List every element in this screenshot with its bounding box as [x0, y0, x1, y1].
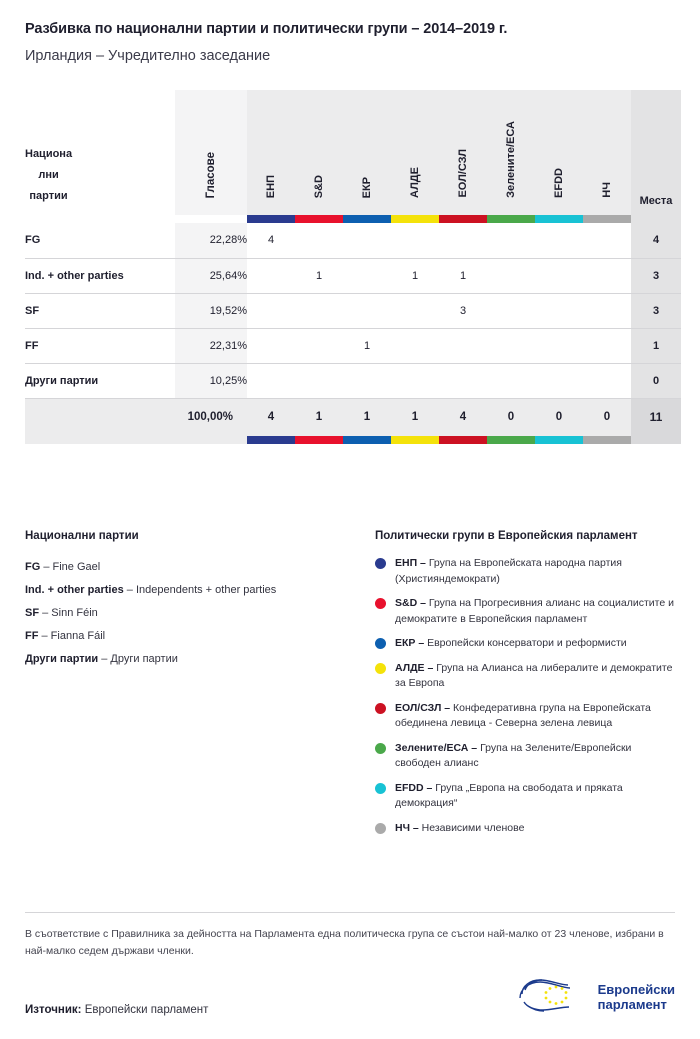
results-table — [25, 90, 681, 444]
group-label-ni: НЧ — [601, 182, 613, 198]
row-seats-epp — [247, 328, 295, 363]
footnote: В съответствие с Правилника за дейността на Парламента една политическа група се състои най-малко от 23 членове, избрани в най-малко седем държави членки. — [25, 912, 675, 960]
row-seats-epp — [247, 293, 295, 328]
group-header-alde — [391, 90, 439, 215]
row-seats-ecr — [343, 363, 391, 398]
row-seats-greens — [487, 328, 535, 363]
row-party-name: Ind. + other parties — [25, 258, 175, 293]
row-seats-epp — [247, 363, 295, 398]
political-group-item — [375, 781, 675, 812]
group-abbr: EFDD – — [395, 781, 436, 794]
row-votes: 10,25% — [175, 363, 247, 398]
seats-header — [631, 90, 681, 215]
row-seats-alde — [391, 328, 439, 363]
group-color-dot-icon — [375, 638, 386, 649]
legend-groups — [375, 530, 675, 845]
total-seats-epp: 4 — [247, 398, 295, 436]
group-full-name: Независими членове — [421, 821, 525, 834]
political-group-item — [375, 596, 675, 627]
row-seats-efdd — [535, 223, 583, 258]
strip-efdd — [535, 215, 583, 223]
group-color-dot-icon — [375, 823, 386, 834]
strip-ecr — [343, 215, 391, 223]
group-header-epp — [247, 90, 295, 215]
row-seats-ecr — [343, 223, 391, 258]
total-seats: 11 — [631, 398, 681, 436]
strip-ni — [583, 215, 631, 223]
row-seats-alde: 1 — [391, 258, 439, 293]
group-abbr: ЕОЛ/СЗЛ – — [395, 701, 453, 714]
row-seats-guengl — [439, 328, 487, 363]
national-party-full: – Други партии — [98, 653, 178, 665]
group-color-dot-icon — [375, 598, 386, 609]
national-party-abbr: SF — [25, 607, 40, 619]
row-seats-guengl — [439, 363, 487, 398]
group-color-strip-bottom — [25, 436, 681, 444]
political-group-item — [375, 636, 675, 652]
row-votes: 19,52% — [175, 293, 247, 328]
group-abbr: АЛДЕ – — [395, 661, 437, 674]
strip-epp — [247, 215, 295, 223]
strip-greens — [487, 215, 535, 223]
strip-bottom-alde — [391, 436, 439, 444]
group-description — [395, 821, 524, 837]
natl-header-line-3: партии — [29, 190, 68, 202]
total-votes: 100,00% — [175, 398, 247, 436]
source-line — [25, 1004, 208, 1016]
group-label-ecr: ЕКР — [361, 176, 373, 198]
row-total-seats: 1 — [631, 328, 681, 363]
row-seats-ni — [583, 293, 631, 328]
table-row — [25, 293, 681, 328]
legend-national-title: Национални партии — [25, 530, 139, 542]
group-description — [395, 596, 675, 627]
strip-sd — [295, 215, 343, 223]
group-label-guengl: ЕОЛ/СЗЛ — [457, 149, 469, 198]
strip-bottom-guengl — [439, 436, 487, 444]
row-seats-sd: 1 — [295, 258, 343, 293]
votes-header — [175, 90, 247, 215]
row-total-seats: 3 — [631, 293, 681, 328]
strip-spacer-seats — [631, 215, 681, 223]
table-body — [25, 223, 681, 444]
row-party-name: FF — [25, 328, 175, 363]
group-label-efdd: EFDD — [553, 168, 565, 198]
row-seats-ni — [583, 258, 631, 293]
row-seats-epp — [247, 258, 295, 293]
group-full-name: Европейски консерватори и реформисти — [427, 637, 627, 649]
row-seats-sd — [295, 223, 343, 258]
national-party-full: – Independents + other parties — [123, 584, 277, 596]
row-total-seats: 4 — [631, 223, 681, 258]
national-party-item — [25, 648, 375, 671]
row-seats-ecr — [343, 293, 391, 328]
total-seats-sd: 1 — [295, 398, 343, 436]
group-full-name: Група на Европейската народна партия (Християндемократи) — [395, 557, 622, 585]
group-header-sd — [295, 90, 343, 215]
row-seats-guengl — [439, 223, 487, 258]
group-color-dot-icon — [375, 783, 386, 794]
row-seats-ni — [583, 328, 631, 363]
source-value: Европейски парламент — [84, 1004, 209, 1016]
row-seats-sd — [295, 328, 343, 363]
group-description — [395, 781, 675, 812]
row-seats-sd — [295, 293, 343, 328]
page-title: Разбивка по национални партии и политически групи – 2014–2019 г. — [25, 21, 508, 37]
group-abbr: ЕНП – — [395, 557, 429, 569]
total-label — [25, 398, 175, 436]
group-label-epp: ЕНП — [265, 174, 277, 198]
row-seats-greens — [487, 293, 535, 328]
row-seats-efdd — [535, 258, 583, 293]
strip-bottom-ni — [583, 436, 631, 444]
total-seats-ni: 0 — [583, 398, 631, 436]
row-seats-alde — [391, 363, 439, 398]
header-row — [25, 90, 681, 215]
group-header-efdd — [535, 90, 583, 215]
group-header-ecr — [343, 90, 391, 215]
national-party-abbr: Други партии — [25, 653, 99, 665]
row-seats-greens — [487, 363, 535, 398]
strip-guengl — [439, 215, 487, 223]
row-party-name: FG — [25, 223, 175, 258]
national-party-full: – Fianna Fáil — [38, 630, 106, 642]
row-seats-epp: 4 — [247, 223, 295, 258]
group-abbr: НЧ – — [395, 821, 422, 834]
group-label-greens: Зелените/ЕСА — [505, 121, 517, 198]
group-header-greens — [487, 90, 535, 215]
strip-bottom-greens — [487, 436, 535, 444]
group-description — [395, 741, 675, 772]
table-row — [25, 223, 681, 258]
european-parliament-logo — [516, 975, 675, 1018]
group-description — [395, 661, 675, 692]
group-full-name: Група на Алианса на либералите и демократите за Европа — [395, 661, 673, 689]
group-color-strip-top — [25, 215, 681, 223]
group-description — [395, 556, 675, 587]
group-full-name: Група на Зелените/Европейски свободен алианс — [395, 741, 632, 769]
row-seats-greens — [487, 223, 535, 258]
total-seats-ecr: 1 — [343, 398, 391, 436]
group-full-name: Група на Прогресивния алианс на социалистите и демократите в Европейския парламент — [395, 597, 674, 625]
natl-header-line-1: Национа — [25, 148, 73, 160]
total-seats-guengl: 4 — [439, 398, 487, 436]
strip-alde — [391, 215, 439, 223]
total-seats-alde: 1 — [391, 398, 439, 436]
group-description — [395, 701, 675, 732]
row-seats-guengl: 3 — [439, 293, 487, 328]
national-party-abbr: FF — [25, 630, 39, 642]
source-label: Източник: — [25, 1004, 82, 1016]
strip-bottom-spacer-votes — [175, 436, 247, 444]
political-group-item — [375, 556, 675, 587]
row-seats-ni — [583, 223, 631, 258]
row-votes: 22,28% — [175, 223, 247, 258]
row-party-name: SF — [25, 293, 175, 328]
row-seats-ecr — [343, 258, 391, 293]
row-seats-guengl: 1 — [439, 258, 487, 293]
group-color-dot-icon — [375, 703, 386, 714]
legend-national — [25, 530, 375, 845]
votes-header-label: Гласове — [205, 151, 217, 198]
row-seats-ecr: 1 — [343, 328, 391, 363]
national-party-item — [25, 579, 375, 602]
political-group-list — [375, 556, 675, 836]
national-parties-header — [25, 90, 175, 215]
group-full-name: Конфедеративна група на Европейската обединена левица - Северна зелена левица — [395, 701, 651, 729]
group-label-alde: АЛДЕ — [409, 167, 421, 198]
group-header-ni — [583, 90, 631, 215]
strip-bottom-epp — [247, 436, 295, 444]
national-party-list — [25, 556, 375, 671]
table-header — [25, 90, 681, 223]
legend — [25, 530, 675, 845]
national-party-item — [25, 625, 375, 648]
table-total-row — [25, 398, 681, 436]
total-seats-efdd: 0 — [535, 398, 583, 436]
row-seats-sd — [295, 363, 343, 398]
political-group-item — [375, 661, 675, 692]
natl-header-line-2: лни — [38, 169, 59, 181]
strip-bottom-spacer-seats — [631, 436, 681, 444]
row-seats-ni — [583, 363, 631, 398]
ep-logo-line2: парламент — [597, 996, 667, 1012]
strip-bottom-sd — [295, 436, 343, 444]
seats-header-label: Места — [639, 195, 673, 207]
national-party-abbr: FG — [25, 561, 41, 573]
strip-spacer-name — [25, 215, 175, 223]
strip-spacer-votes — [175, 215, 247, 223]
row-votes: 22,31% — [175, 328, 247, 363]
row-seats-efdd — [535, 293, 583, 328]
table-row — [25, 363, 681, 398]
row-total-seats: 3 — [631, 258, 681, 293]
row-total-seats: 0 — [631, 363, 681, 398]
group-color-dot-icon — [375, 743, 386, 754]
table-row — [25, 328, 681, 363]
group-full-name: Група „Европа на свободата и пряката демокрация“ — [395, 781, 623, 809]
group-color-dot-icon — [375, 558, 386, 569]
group-abbr: ЕКР – — [395, 637, 428, 649]
row-party-name: Други партии — [25, 363, 175, 398]
ep-logo-line1: Европейски — [597, 981, 675, 997]
group-label-sd: S&D — [313, 174, 325, 198]
national-party-full: – Fine Gael — [40, 561, 101, 573]
row-seats-efdd — [535, 363, 583, 398]
strip-bottom-ecr — [343, 436, 391, 444]
table-row — [25, 258, 681, 293]
row-seats-greens — [487, 258, 535, 293]
political-group-item — [375, 821, 675, 837]
ep-flag-icon — [516, 975, 590, 1018]
row-seats-alde — [391, 223, 439, 258]
group-header-guengl — [439, 90, 487, 215]
results-table-wrapper — [25, 90, 675, 444]
strip-bottom-efdd — [535, 436, 583, 444]
strip-bottom-spacer-name — [25, 436, 175, 444]
group-description — [395, 636, 627, 652]
ep-logo-text — [598, 982, 675, 1012]
national-party-full: – Sinn Féin — [39, 607, 98, 619]
total-seats-greens: 0 — [487, 398, 535, 436]
row-votes: 25,64% — [175, 258, 247, 293]
group-color-dot-icon — [375, 663, 386, 674]
legend-groups-title: Политически групи в Европейския парламент — [375, 530, 638, 542]
national-party-item — [25, 602, 375, 625]
row-seats-alde — [391, 293, 439, 328]
national-party-item — [25, 556, 375, 579]
group-abbr: S&D – — [395, 597, 429, 609]
political-group-item — [375, 701, 675, 732]
national-party-abbr: Ind. + other parties — [25, 584, 124, 596]
row-seats-efdd — [535, 328, 583, 363]
group-abbr: Зелените/ЕСА – — [395, 741, 481, 754]
political-group-item — [375, 741, 675, 772]
page-subtitle: Ирландия – Учредително заседание — [25, 48, 271, 64]
